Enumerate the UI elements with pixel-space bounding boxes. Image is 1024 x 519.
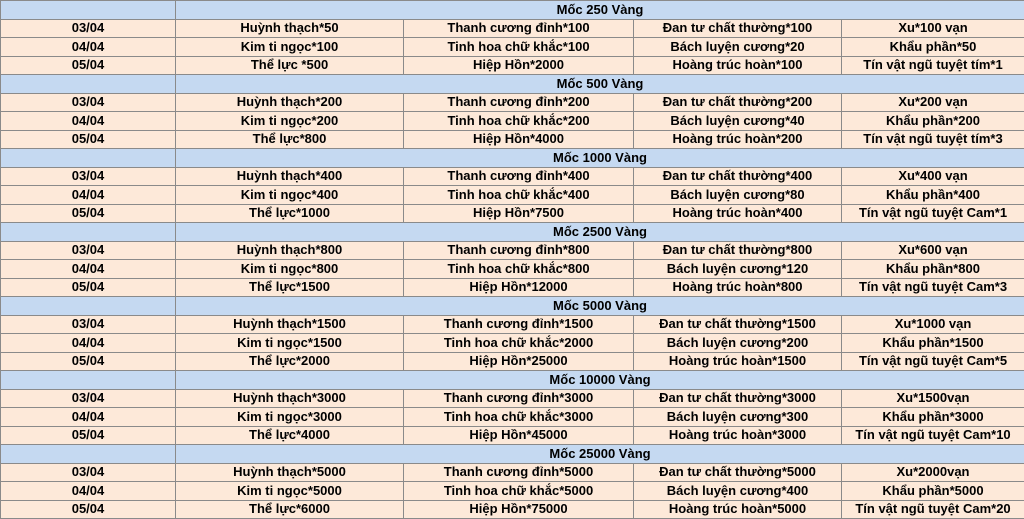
header-spacer-cell[interactable] [1,445,176,464]
milestone-title[interactable]: Mốc 500 Vàng [176,75,1024,94]
reward-cell-4[interactable]: Khẩu phần*3000 [842,408,1024,427]
reward-cell-1[interactable]: Thể lực*4000 [176,426,404,445]
reward-cell-1[interactable]: Thể lực*800 [176,130,404,149]
date-cell[interactable]: 03/04 [1,167,176,186]
reward-cell-2[interactable]: Thanh cương đỉnh*800 [404,241,634,260]
reward-cell-4[interactable]: Khẩu phần*200 [842,112,1024,131]
reward-cell-3[interactable]: Bách luyện cương*400 [634,482,842,501]
reward-cell-3[interactable]: Hoàng trúc hoàn*400 [634,204,842,223]
reward-cell-3[interactable]: Đan tư chất thường*800 [634,241,842,260]
reward-cell-4[interactable]: Tín vật ngũ tuyệt Cam*5 [842,352,1024,371]
reward-cell-3[interactable]: Bách luyện cương*200 [634,334,842,353]
date-cell[interactable]: 04/04 [1,482,176,501]
header-spacer-cell[interactable] [1,149,176,168]
reward-row [1,112,1024,131]
reward-cell-1[interactable]: Kim ti ngọc*3000 [176,408,404,427]
reward-cell-1[interactable]: Huỳnh thạch*1500 [176,315,404,334]
reward-row [1,426,1024,445]
reward-table-body [1,1,1024,519]
reward-cell-2[interactable]: Tinh hoa chữ khắc*800 [404,260,634,279]
reward-cell-3[interactable]: Bách luyện cương*120 [634,260,842,279]
reward-cell-3[interactable]: Đan tư chất thường*400 [634,167,842,186]
reward-cell-1[interactable]: Kim ti ngọc*200 [176,112,404,131]
reward-row [1,500,1024,519]
date-cell[interactable]: 03/04 [1,315,176,334]
reward-row [1,130,1024,149]
reward-cell-3[interactable]: Đan tư chất thường*5000 [634,463,842,482]
reward-cell-4[interactable]: Tín vật ngũ tuyệt Cam*3 [842,278,1024,297]
reward-row [1,352,1024,371]
milestone-title[interactable]: Mốc 5000 Vàng [176,297,1024,316]
reward-cell-2[interactable]: Hiệp Hồn*25000 [404,352,634,371]
reward-cell-2[interactable]: Tinh hoa chữ khắc*3000 [404,408,634,427]
reward-cell-4[interactable]: Xu*200 vạn [842,93,1024,112]
reward-cell-1[interactable]: Thể lực*1000 [176,204,404,223]
reward-cell-1[interactable]: Huỳnh thạch*200 [176,93,404,112]
reward-cell-3[interactable]: Đan tư chất thường*1500 [634,315,842,334]
reward-cell-4[interactable]: Khẩu phần*5000 [842,482,1024,501]
date-cell[interactable]: 05/04 [1,130,176,149]
reward-cell-4[interactable]: Xu*600 vạn [842,241,1024,260]
reward-cell-3[interactable]: Bách luyện cương*40 [634,112,842,131]
date-cell[interactable]: 04/04 [1,260,176,279]
reward-cell-4[interactable]: Tín vật ngũ tuyệt tím*1 [842,56,1024,75]
reward-cell-4[interactable]: Tín vật ngũ tuyệt Cam*20 [842,500,1024,519]
header-spacer-cell[interactable] [1,371,176,390]
reward-cell-1[interactable]: Huỳnh thạch*5000 [176,463,404,482]
reward-row [1,389,1024,408]
reward-row [1,260,1024,279]
reward-cell-2[interactable]: Thanh cương đỉnh*100 [404,19,634,38]
reward-cell-1[interactable]: Huỳnh thạch*800 [176,241,404,260]
date-cell[interactable]: 04/04 [1,38,176,57]
date-cell[interactable]: 04/04 [1,112,176,131]
date-cell[interactable]: 05/04 [1,56,176,75]
reward-row [1,186,1024,205]
reward-cell-2[interactable]: Tinh hoa chữ khắc*5000 [404,482,634,501]
reward-cell-4[interactable]: Xu*100 vạn [842,19,1024,38]
reward-row [1,334,1024,353]
milestone-header-row [1,223,1024,242]
reward-cell-2[interactable]: Tinh hoa chữ khắc*400 [404,186,634,205]
reward-cell-1[interactable]: Huỳnh thạch*400 [176,167,404,186]
reward-cell-4[interactable]: Khẩu phần*400 [842,186,1024,205]
reward-cell-1[interactable]: Huỳnh thạch*3000 [176,389,404,408]
reward-cell-4[interactable]: Tín vật ngũ tuyệt Cam*10 [842,426,1024,445]
reward-cell-1[interactable]: Thể lực *500 [176,56,404,75]
reward-cell-4[interactable]: Khẩu phần*1500 [842,334,1024,353]
milestone-header-row [1,75,1024,94]
reward-cell-4[interactable]: Xu*2000vạn [842,463,1024,482]
reward-cell-4[interactable]: Khẩu phần*800 [842,260,1024,279]
reward-cell-1[interactable]: Huỳnh thạch*50 [176,19,404,38]
reward-cell-2[interactable]: Hiệp Hồn*4000 [404,130,634,149]
reward-cell-1[interactable]: Kim ti ngọc*100 [176,38,404,57]
reward-cell-4[interactable]: Xu*1500vạn [842,389,1024,408]
date-cell[interactable]: 04/04 [1,334,176,353]
milestone-header-row [1,149,1024,168]
date-cell[interactable]: 03/04 [1,463,176,482]
reward-cell-3[interactable]: Hoàng trúc hoàn*1500 [634,352,842,371]
reward-row [1,241,1024,260]
milestone-header-row [1,297,1024,316]
reward-row [1,278,1024,297]
reward-row [1,167,1024,186]
reward-cell-2[interactable]: Hiệp Hồn*12000 [404,278,634,297]
date-cell[interactable]: 03/04 [1,389,176,408]
reward-cell-2[interactable]: Thanh cương đỉnh*5000 [404,463,634,482]
reward-cell-2[interactable]: Hiệp Hồn*45000 [404,426,634,445]
reward-cell-3[interactable]: Bách luyện cương*80 [634,186,842,205]
reward-cell-3[interactable]: Bách luyện cương*20 [634,38,842,57]
reward-cell-3[interactable]: Hoàng trúc hoàn*800 [634,278,842,297]
reward-cell-3[interactable]: Bách luyện cương*300 [634,408,842,427]
reward-cell-4[interactable]: Xu*1000 vạn [842,315,1024,334]
header-spacer-cell[interactable] [1,1,176,20]
reward-cell-1[interactable]: Kim ti ngọc*400 [176,186,404,205]
reward-row [1,315,1024,334]
date-cell[interactable]: 04/04 [1,408,176,427]
date-cell[interactable]: 03/04 [1,93,176,112]
reward-cell-2[interactable]: Thanh cương đỉnh*200 [404,93,634,112]
reward-row [1,56,1024,75]
date-cell[interactable]: 05/04 [1,426,176,445]
date-cell[interactable]: 04/04 [1,186,176,205]
reward-row [1,463,1024,482]
reward-cell-1[interactable]: Kim ti ngọc*5000 [176,482,404,501]
reward-cell-1[interactable]: Thể lực*1500 [176,278,404,297]
reward-cell-1[interactable]: Kim ti ngọc*800 [176,260,404,279]
milestone-header-row [1,371,1024,390]
milestone-header-row [1,445,1024,464]
reward-cell-4[interactable]: Tín vật ngũ tuyệt tím*3 [842,130,1024,149]
reward-cell-3[interactable]: Hoàng trúc hoàn*5000 [634,500,842,519]
reward-cell-2[interactable]: Hiệp Hồn*7500 [404,204,634,223]
milestone-title[interactable]: Mốc 1000 Vàng [176,149,1024,168]
date-cell[interactable]: 03/04 [1,241,176,260]
reward-cell-2[interactable]: Thanh cương đỉnh*3000 [404,389,634,408]
reward-cell-3[interactable]: Hoàng trúc hoàn*200 [634,130,842,149]
reward-cell-3[interactable]: Đan tư chất thường*100 [634,19,842,38]
milestone-title[interactable]: Mốc 250 Vàng [176,1,1024,20]
reward-cell-1[interactable]: Thể lực*6000 [176,500,404,519]
date-cell[interactable]: 03/04 [1,19,176,38]
reward-cell-2[interactable]: Thanh cương đỉnh*400 [404,167,634,186]
reward-cell-4[interactable]: Khẩu phần*50 [842,38,1024,57]
reward-cell-2[interactable]: Hiệp Hồn*75000 [404,500,634,519]
reward-cell-4[interactable]: Xu*400 vạn [842,167,1024,186]
milestone-title[interactable]: Mốc 25000 Vàng [176,445,1024,464]
reward-cell-2[interactable]: Tinh hoa chữ khắc*200 [404,112,634,131]
reward-row [1,408,1024,427]
reward-row [1,93,1024,112]
milestone-title[interactable]: Mốc 10000 Vàng [176,371,1024,390]
reward-row [1,38,1024,57]
date-cell[interactable]: 05/04 [1,352,176,371]
reward-cell-1[interactable]: Thể lực*2000 [176,352,404,371]
header-spacer-cell[interactable] [1,297,176,316]
reward-cell-2[interactable]: Thanh cương đỉnh*1500 [404,315,634,334]
reward-cell-1[interactable]: Kim ti ngọc*1500 [176,334,404,353]
date-cell[interactable]: 05/04 [1,204,176,223]
reward-row [1,482,1024,501]
header-spacer-cell[interactable] [1,223,176,242]
reward-cell-2[interactable]: Tinh hoa chữ khắc*2000 [404,334,634,353]
reward-cell-4[interactable]: Tín vật ngũ tuyệt Cam*1 [842,204,1024,223]
date-cell[interactable]: 05/04 [1,278,176,297]
reward-cell-3[interactable]: Hoàng trúc hoàn*3000 [634,426,842,445]
reward-cell-3[interactable]: Đan tư chất thường*3000 [634,389,842,408]
reward-cell-2[interactable]: Tinh hoa chữ khắc*100 [404,38,634,57]
header-spacer-cell[interactable] [1,75,176,94]
reward-row [1,19,1024,38]
milestone-header-row [1,1,1024,20]
reward-cell-2[interactable]: Hiệp Hồn*2000 [404,56,634,75]
reward-cell-3[interactable]: Hoàng trúc hoàn*100 [634,56,842,75]
reward-row [1,204,1024,223]
reward-cell-3[interactable]: Đan tư chất thường*200 [634,93,842,112]
date-cell[interactable]: 05/04 [1,500,176,519]
milestone-title[interactable]: Mốc 2500 Vàng [176,223,1024,242]
